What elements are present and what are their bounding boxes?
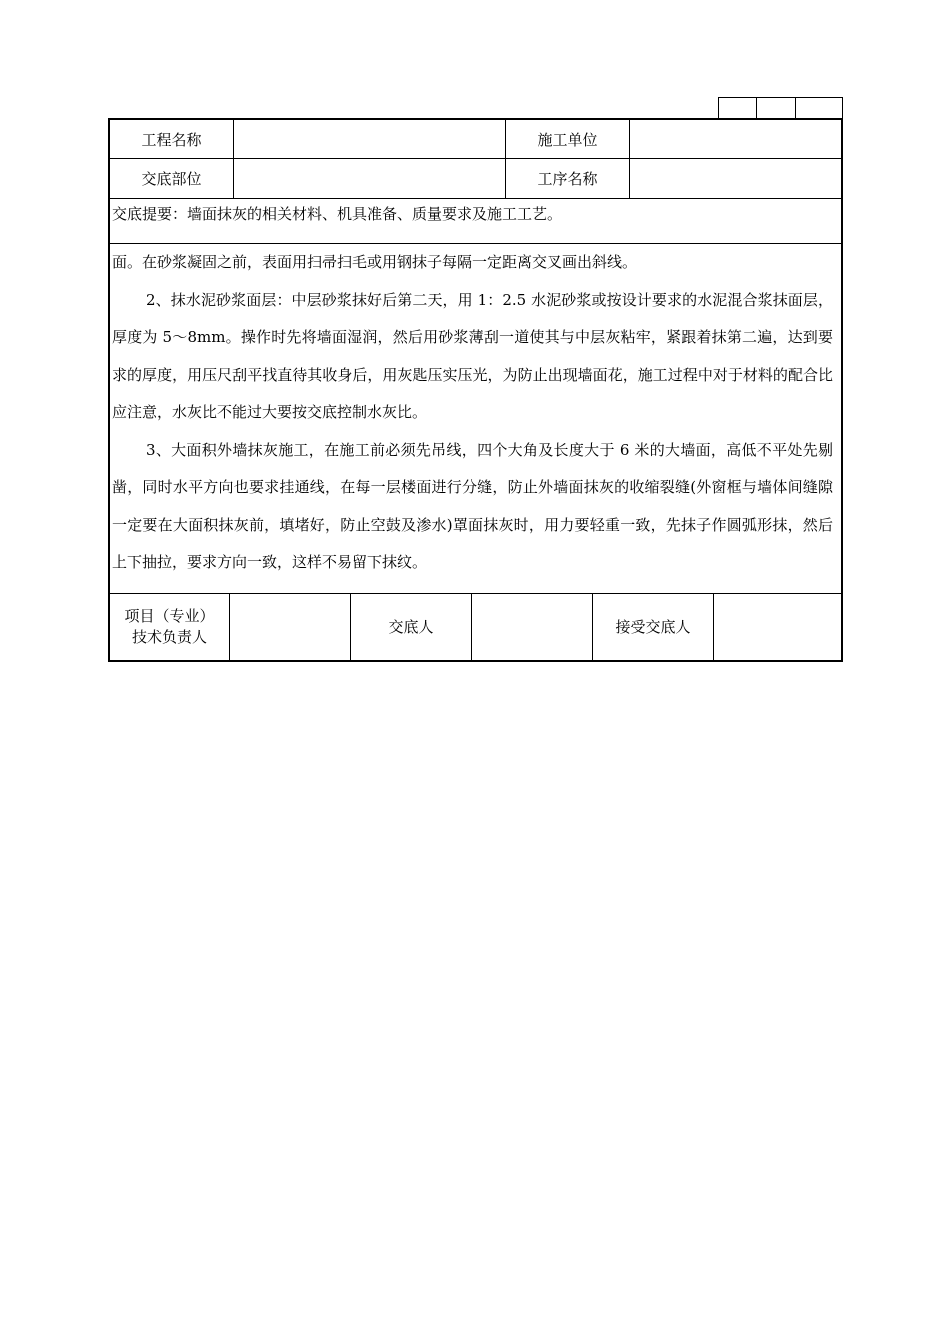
content-paragraph: 面。在砂浆凝固之前，表面用扫帚扫毛或用钢抹子每隔一定距离交叉画出斜线。	[112, 253, 638, 271]
presenter-signature-field[interactable]	[472, 594, 593, 660]
page-box-3	[796, 97, 843, 118]
handover-location-label: 交底部位	[110, 159, 234, 198]
header-row-2	[110, 159, 841, 199]
header-row-1	[110, 120, 841, 159]
tech-lead-signature-field[interactable]	[230, 594, 351, 660]
process-name-label: 工序名称	[506, 159, 630, 198]
process-name-field[interactable]	[630, 159, 841, 198]
tech-lead-label-line1: 项目（专业）	[124, 607, 215, 625]
tech-lead-label	[110, 594, 230, 660]
handover-content	[110, 244, 841, 594]
project-name-field[interactable]	[234, 120, 506, 158]
content-paragraph: 2、抹水泥砂浆面层：中层砂浆抹好后第二天，用 1：2.5 水泥砂浆或按设计要求的水泥混合浆抹面层，厚度为 5～8mm。操作时先将墙面湿润，然后用砂浆薄刮一道使其与中层灰粘牢，紧跟着抹第二遍，达到要求的厚度，用压尺刮平找直待其收身后，用灰匙压实压光，为防止出现墙面花，施工过程中对于材料的配合比应注意，水灰比不能过大要按交底控制水灰比。	[112, 290, 833, 421]
handover-summary: 交底提要：墙面抹灰的相关材料、机具准备、质量要求及施工工艺。	[112, 205, 563, 223]
page-box-1	[718, 97, 757, 118]
signature-row	[110, 594, 841, 660]
receiver-signature-field[interactable]	[714, 594, 841, 660]
technical-handover-form	[108, 118, 843, 662]
handover-location-field[interactable]	[234, 159, 506, 198]
project-name-label: 工程名称	[110, 120, 234, 158]
summary-row	[110, 199, 841, 244]
construction-unit-label: 施工单位	[506, 120, 630, 158]
content-paragraph: 3、大面积外墙抹灰施工，在施工前必须先吊线，四个大角及长度大于 6 米的大墙面，高低不平处先剔凿，同时水平方向也要求挂通线，在每一层楼面进行分缝，防止外墙面抹灰的收缩裂缝(外窗框与墙体间缝隙一定要在大面积抹灰前，填堵好，防止空鼓及渗水)罩面抹灰时，用力要轻重一致，先抹子作圆弧形抹，然后上下抽拉，要求方向一致，这样不易留下抹纹。	[112, 440, 833, 571]
page-number-boxes	[718, 97, 843, 118]
presenter-label: 交底人	[351, 594, 472, 660]
receiver-label: 接受交底人	[593, 594, 714, 660]
page-box-2	[757, 97, 796, 118]
tech-lead-label-line2: 技术负责人	[131, 628, 207, 646]
construction-unit-field[interactable]	[630, 120, 841, 158]
